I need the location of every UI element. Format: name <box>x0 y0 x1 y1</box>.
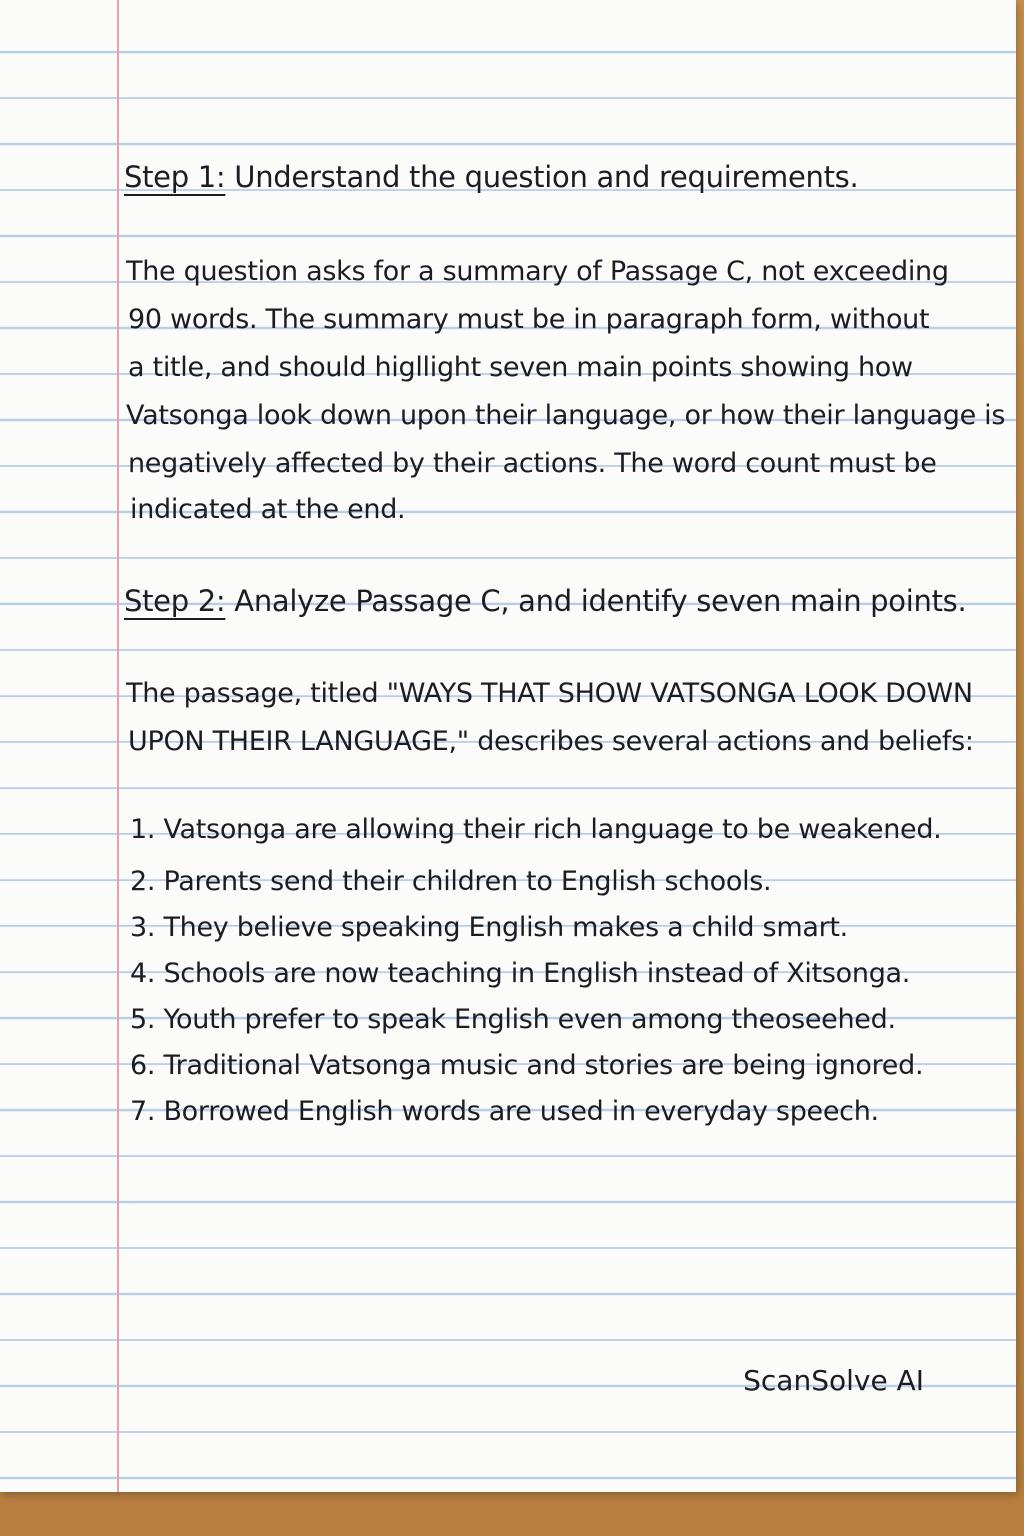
list-item: 1. Vatsonga are allowing their rich language to be weakened. <box>130 814 942 845</box>
step-1-label: Step 1: <box>124 160 226 194</box>
margin-line <box>117 0 119 1492</box>
step-1-heading <box>124 160 858 194</box>
paragraph-1-line-3: a title, and should higllight seven main points showing how <box>128 352 913 383</box>
list-item: 7. Borrowed English words are used in everyday speech. <box>130 1096 879 1127</box>
step-1-title: Understand the question and requirements. <box>234 160 859 194</box>
paragraph-1-line-2: 90 words. The summary must be in paragraph form, without <box>128 304 930 335</box>
paragraph-2-line-1: The passage, titled "WAYS THAT SHOW VATSONGA LOOK DOWN <box>126 678 973 709</box>
list-item: 2. Parents send their children to English schools. <box>130 866 772 897</box>
paragraph-2-line-2: UPON THEIR LANGUAGE," describes several actions and beliefs: <box>128 726 974 757</box>
list-item: 3. They believe speaking English makes a child smart. <box>130 912 848 943</box>
paragraph-1-line-5: negatively affected by their actions. The word count must be <box>128 448 937 479</box>
step-2-label: Step 2: <box>124 584 226 618</box>
list-item: 5. Youth prefer to speak English even among theoseehed. <box>130 1004 896 1035</box>
paragraph-1-line-6: indicated at the end. <box>130 494 406 525</box>
step-2-title: Analyze Passage C, and identify seven main points. <box>234 584 967 618</box>
list-item: 4. Schools are now teaching in English instead of Xitsonga. <box>130 958 911 989</box>
paragraph-1-line-4: Vatsonga look down upon their language, or how their language is <box>126 400 1006 431</box>
list-item: 6. Traditional Vatsonga music and stories are being ignored. <box>130 1050 924 1081</box>
signature: ScanSolve AI <box>743 1364 924 1397</box>
paragraph-1-line-1: The question asks for a summary of Passage C, not exceeding <box>126 256 949 287</box>
step-2-heading <box>124 584 966 618</box>
